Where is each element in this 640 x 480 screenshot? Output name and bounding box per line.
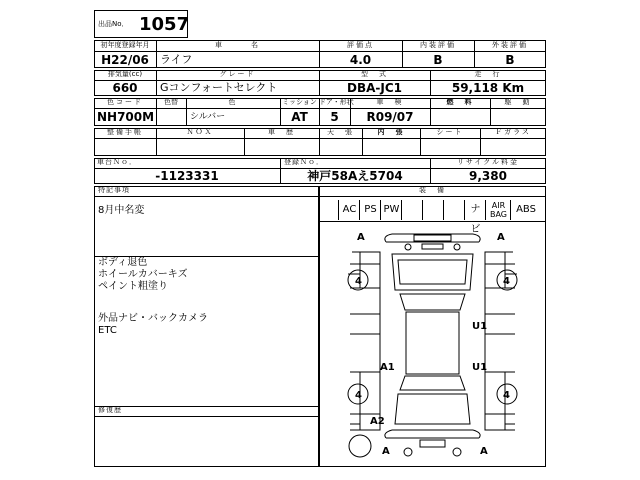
equipment-navi: ナビ: [466, 200, 486, 220]
front-lamp-right-outline: [454, 244, 460, 250]
windshield-outline: [400, 294, 465, 310]
history-label: 車 歴: [268, 128, 295, 136]
damage-mark: A: [357, 232, 365, 243]
reg-year-label: 初年度登録年月: [100, 41, 150, 49]
exterior-label: 外装評価: [492, 41, 528, 49]
damage-mark: 4: [355, 276, 362, 287]
mileage-label: 走 行: [474, 70, 502, 78]
grade-label: グレード: [219, 70, 256, 78]
remarks-block2: ボディ退色 ホイールカバーキズ ペイント粗塗り: [98, 257, 188, 292]
damage-mark: 4: [503, 390, 510, 401]
roof-outline: [406, 312, 459, 374]
remarks-block3: 外品ナビ・バックカメラ ETC: [98, 313, 208, 336]
front-grille-outline: [414, 235, 451, 241]
rear-plate-outline: [420, 440, 445, 447]
equipment-slot-empty: [320, 200, 339, 220]
fuel-label: 燃 料: [446, 98, 474, 106]
nox-label: ＮＯＸ: [186, 128, 214, 136]
manual-label: 整備手帳: [107, 128, 143, 136]
exterior-grade: B: [505, 53, 515, 67]
color-label: 色: [228, 98, 238, 106]
displacement: 660: [112, 81, 138, 95]
rear-window-outline: [400, 376, 465, 390]
equipment-ac: AC: [340, 200, 360, 220]
doors-label: ドア・形状: [319, 98, 354, 106]
equipment-airbag: AIR BAG: [487, 200, 511, 220]
score: 4.0: [349, 53, 372, 67]
damage-mark: A2: [370, 416, 385, 427]
equipment-row: [320, 200, 545, 235]
reg-year: H22/06: [101, 53, 149, 67]
rear-lamp-left-outline: [404, 448, 412, 456]
mission-label: ミッション: [282, 98, 317, 106]
damage-mark: U1: [472, 321, 488, 332]
equipment-slot-empty: [424, 200, 444, 220]
damage-mark: A: [497, 232, 505, 243]
ceiling-label: 天 張: [327, 128, 354, 136]
glass-label: Ｆガラス: [495, 128, 531, 136]
model: DBA-JC1: [347, 81, 402, 95]
mission: AT: [291, 110, 308, 124]
equipment-slot-empty: [403, 200, 423, 220]
inner-label: 内 張: [377, 128, 405, 136]
car-diagram: [320, 224, 545, 466]
seat-label: シート: [436, 128, 464, 136]
color-change-label: 色替: [164, 98, 178, 106]
color-code: NH700M: [97, 110, 155, 124]
damage-mark: 4: [355, 390, 362, 401]
equipment-label: 装 備: [419, 186, 446, 194]
mileage: 59,118 Km: [451, 81, 525, 95]
spare-tire-outline: [349, 435, 371, 457]
lot-box: [94, 10, 188, 38]
equipment-pw: PW: [382, 200, 402, 220]
equipment-abs: ABS: [516, 204, 536, 215]
interior-label: 内装評価: [420, 41, 456, 49]
repair-history-label: 修復歴: [98, 406, 122, 414]
chassis-label: 車台Ｎｏ．: [97, 158, 137, 166]
rear-bumper-outline: [385, 430, 480, 438]
grade: Gコンフォートセレクト: [160, 81, 278, 94]
equipment-ps: PS: [361, 200, 381, 220]
score-label: 評価点: [347, 41, 374, 49]
interior-grade: B: [433, 53, 443, 67]
displacement-label: 排気量(cc): [107, 70, 143, 78]
recycle-label: リサイクル料金: [456, 158, 520, 166]
lot-label: 出品No．: [98, 20, 129, 28]
plate-label: 登録Ｎｏ．: [284, 158, 324, 166]
lot-number: 1057: [139, 14, 190, 35]
chassis-number: -1123331: [155, 169, 219, 183]
damage-mark: 4: [503, 276, 510, 287]
hood-outline: [398, 260, 467, 284]
plate-number: 神戸58Aえ5704: [307, 169, 403, 183]
left-side-outline: [348, 252, 380, 430]
damage-mark: A: [382, 446, 390, 457]
trunk-outline: [395, 394, 470, 424]
body-top-outline: [392, 254, 473, 290]
remarks-line1: 8月中名変: [98, 205, 145, 216]
recycle-fee: 9,380: [469, 169, 507, 183]
damage-mark: A1: [380, 362, 395, 373]
inspection-label: 車 検: [376, 98, 404, 106]
front-lamp-left-outline: [405, 244, 411, 250]
rear-lamp-right-outline: [453, 448, 461, 456]
damage-mark: U1: [472, 362, 488, 373]
front-plate-outline: [422, 244, 443, 249]
damage-mark: A: [480, 446, 488, 457]
color-code-label: 色コード: [107, 98, 143, 106]
doors: 5: [330, 110, 339, 124]
drive-label: 駆 動: [504, 98, 532, 106]
car-name-label: 車 名: [215, 41, 260, 49]
remarks-label: 特記事項: [98, 186, 130, 194]
right-side-outline: [485, 252, 517, 430]
equipment-slot-empty: [445, 200, 465, 220]
inspection: R09/07: [366, 110, 414, 124]
car-name: ライフ: [160, 53, 193, 66]
model-label: 型 式: [361, 70, 388, 78]
color: シルバー: [190, 112, 226, 122]
